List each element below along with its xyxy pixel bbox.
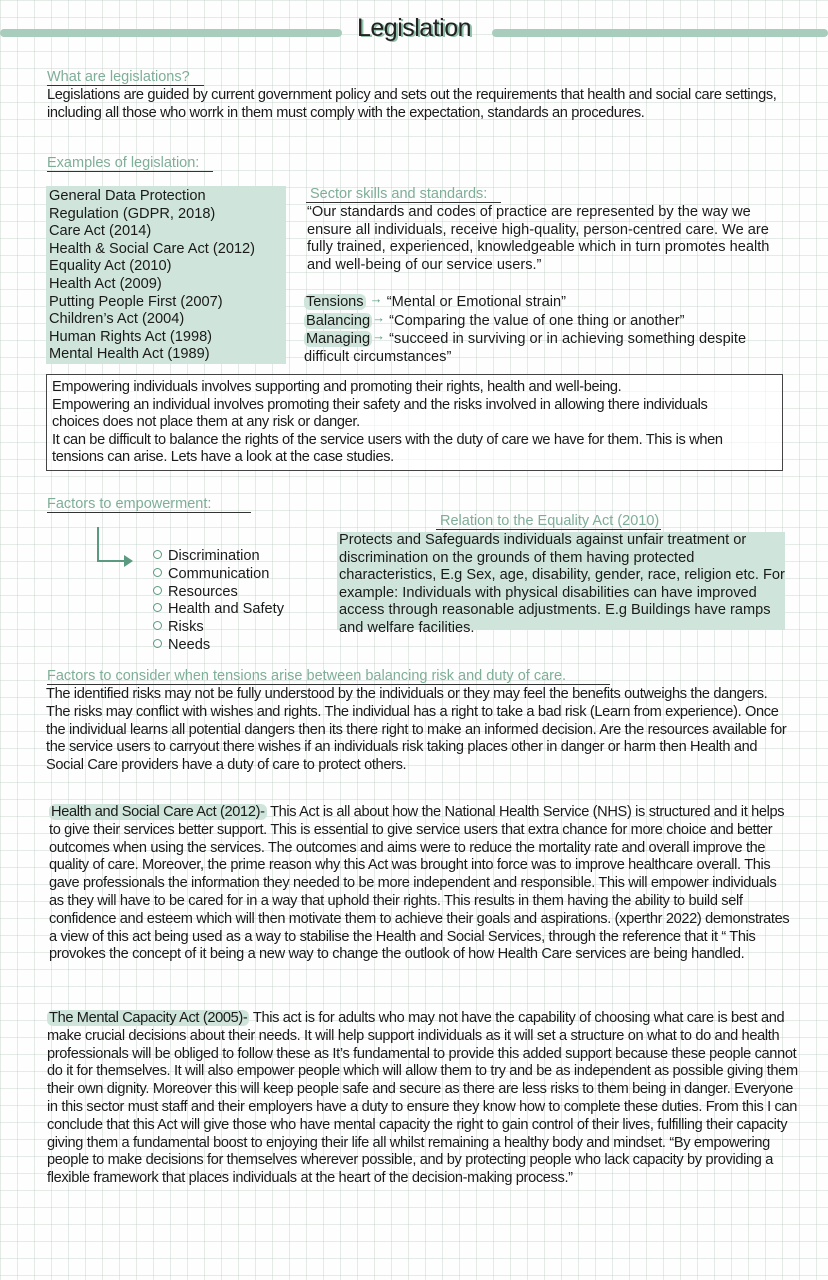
hsca-text: This Act is all about how the National Health Service (NHS) is structured and it helps to give their services better support. This is essential to give service users that extra chance for more choice and better outcomes when using the services. The outcomes and aims were to reduce the mortality rate and overall improve the quality of care. Moreover, the prime reason why this Act was brought into force was to improve healthcare overall. This gave professionals the information they needed to be more independent and responsible. This will empower individuals as they will have to be cared for in a way that uphold their rights. This results in them having the ability to build self confidence and esteem which will then motivate them to achieve their goals and aspirations. (xperthr 2022) demonstrates a view of this act being used as a way to stabilise the Health and Social Services, through the reference that it “ This provokes the concept of it being a new way to change the outlook of how Health Care services are being handled. [49,804,790,963]
what-heading: What are legislations? [47,69,204,86]
tensions-section [47,667,610,685]
what-text: Legislations are guided by current government policy and sets out the requirements that health and social care settings, including all those who worrk in them must comply with the expectation, standards an procedures. [47,87,777,121]
what-section [47,68,204,86]
definition-text: “Comparing the value of one thing or another” [389,312,685,329]
examples-list [46,186,286,364]
empower-line: It can be difficult to balance the rights of the service users with the duty of care we have for them. This is when tensions can arise. Lets have a look at the case studies. [52,431,723,466]
example-item: Health Act (2009) [49,275,162,292]
empower-line: Empowering an individual involves promoting their safety and the risks involved in allowing there individuals choices does not place them at any risk or danger. [52,396,708,431]
example-item: Equality Act (2010) [49,258,172,275]
hsca-paragraph [49,804,793,964]
tensions-heading: Factors to consider when tensions arise between balancing risk and duty of care. [47,668,610,685]
examples-heading: Examples of legislation: [47,155,213,172]
factor-item: Risks [153,619,284,637]
tensions-text: The identified risks may not be fully understood by the individuals or they may feel the benefits outweighs the dangers. The risks may conflict with wishes and rights. The individual has a right to take a bad risk (Learn from experience). Once the individual learns all potential dangers then its there right to make an informed decision. Are the resources available for the service users to carryout there wishes if an individuals risk taking places other in danger or harm then Health and Social Care providers have a duty of care to protect others. [46,686,787,774]
example-item: Health & Social Care Act (2012) [49,240,256,257]
term-tensions: Tensions [306,294,364,310]
equality-heading: Relation to the Equality Act (2010) [436,513,661,530]
sector-heading: Sector skills and standards: [306,186,501,203]
equality-section [436,512,661,530]
example-item: Regulation (GDPR, 2018) [49,205,216,222]
term-balancing: Balancing [306,312,371,329]
example-item: Mental Health Act (1989) [49,346,210,363]
term-managing: Managing [306,331,371,348]
mca-label: The Mental Capacity Act (2005)- [49,1010,248,1026]
elbow-arrow-icon [94,525,136,571]
empowerment-box [46,374,783,471]
arrow-right-icon: → [372,309,386,325]
example-item: Putting People First (2007) [49,293,223,310]
example-item: Children’s Act (2004) [49,311,185,328]
factor-item: Health and Safety [153,601,284,619]
equality-text: Protects and Safeguards individuals against unfair treatment or discrimination on the grounds of them having protected characteristics, E.g Sex, age, disability, gender, race, religion etc. For example: Individuals with physical disabilities can have improved access through reasonable adjustments. E.g Buildings have ramps and welfare facilities. [339,532,785,636]
mca-text: This act is for adults who may not have the capability of choosing what care is best and make crucial decisions about their needs. It will help support individuals as it will set a structure on what to do and health professionals will be obliged to follow these as It’s fundamental to provide this added support because these people cannot do it for themselves. It will also empower people which will allow them to try and be as independent as possible giving them their own dignity. Moreover this will keep people safe and secure as there are less risks to them being in danger. Everyone in this sector must staff and their employers have a duty to ensure they know how to complete these duties. From this I can conclude that this Act will give those who have mental capacity the right to gain control of their lives, fulfilling their capacity giving them a fundamental boost to enjoying their life all whilst remaining a healthy body and mindset. “By empowering people to make decisions for themselves wherever possible, and by protecting people who lack capacity by providing a flexible framework that places individuals at the heart of the decision-making process.” [47,1010,798,1187]
example-item: Human Rights Act (1998) [49,328,213,345]
examples-section [47,154,213,172]
factors-list [153,548,284,655]
example-item: General Data Protection [49,188,206,204]
factors-section [47,495,251,513]
mca-paragraph [47,1010,799,1188]
factor-item: Needs [153,637,284,655]
hsca-label: Health and Social Care Act (2012)- [51,804,265,820]
page-title: Legislation [356,14,472,42]
sector-section [306,185,501,203]
definition-tensions [304,293,794,312]
definition-text: “Mental or Emotional strain” [386,294,566,310]
factor-item: Communication [153,566,284,584]
arrow-right-icon: → [372,328,386,344]
definition-text: “succeed in surviving or in achieving something despite difficult circumstances” [304,331,747,365]
example-item: Care Act (2014) [49,223,152,240]
factor-item: Resources [153,584,284,602]
empower-line: Empowering individuals involves supporting and promoting their rights, health and well-being. [52,379,622,395]
definitions-list [304,293,794,366]
definition-managing [304,330,794,366]
arrow-right-icon: → [369,291,383,306]
sector-quote: “Our standards and codes of practice are represented by the way we ensure all individuals, receive high-quality, person-centred care. We are fully trained, experienced, knowledgeable which in turn promotes health and well-being of our service users.” [307,204,770,273]
factors-heading: Factors to empowerment: [47,496,251,513]
factor-item: Discrimination [153,548,284,566]
